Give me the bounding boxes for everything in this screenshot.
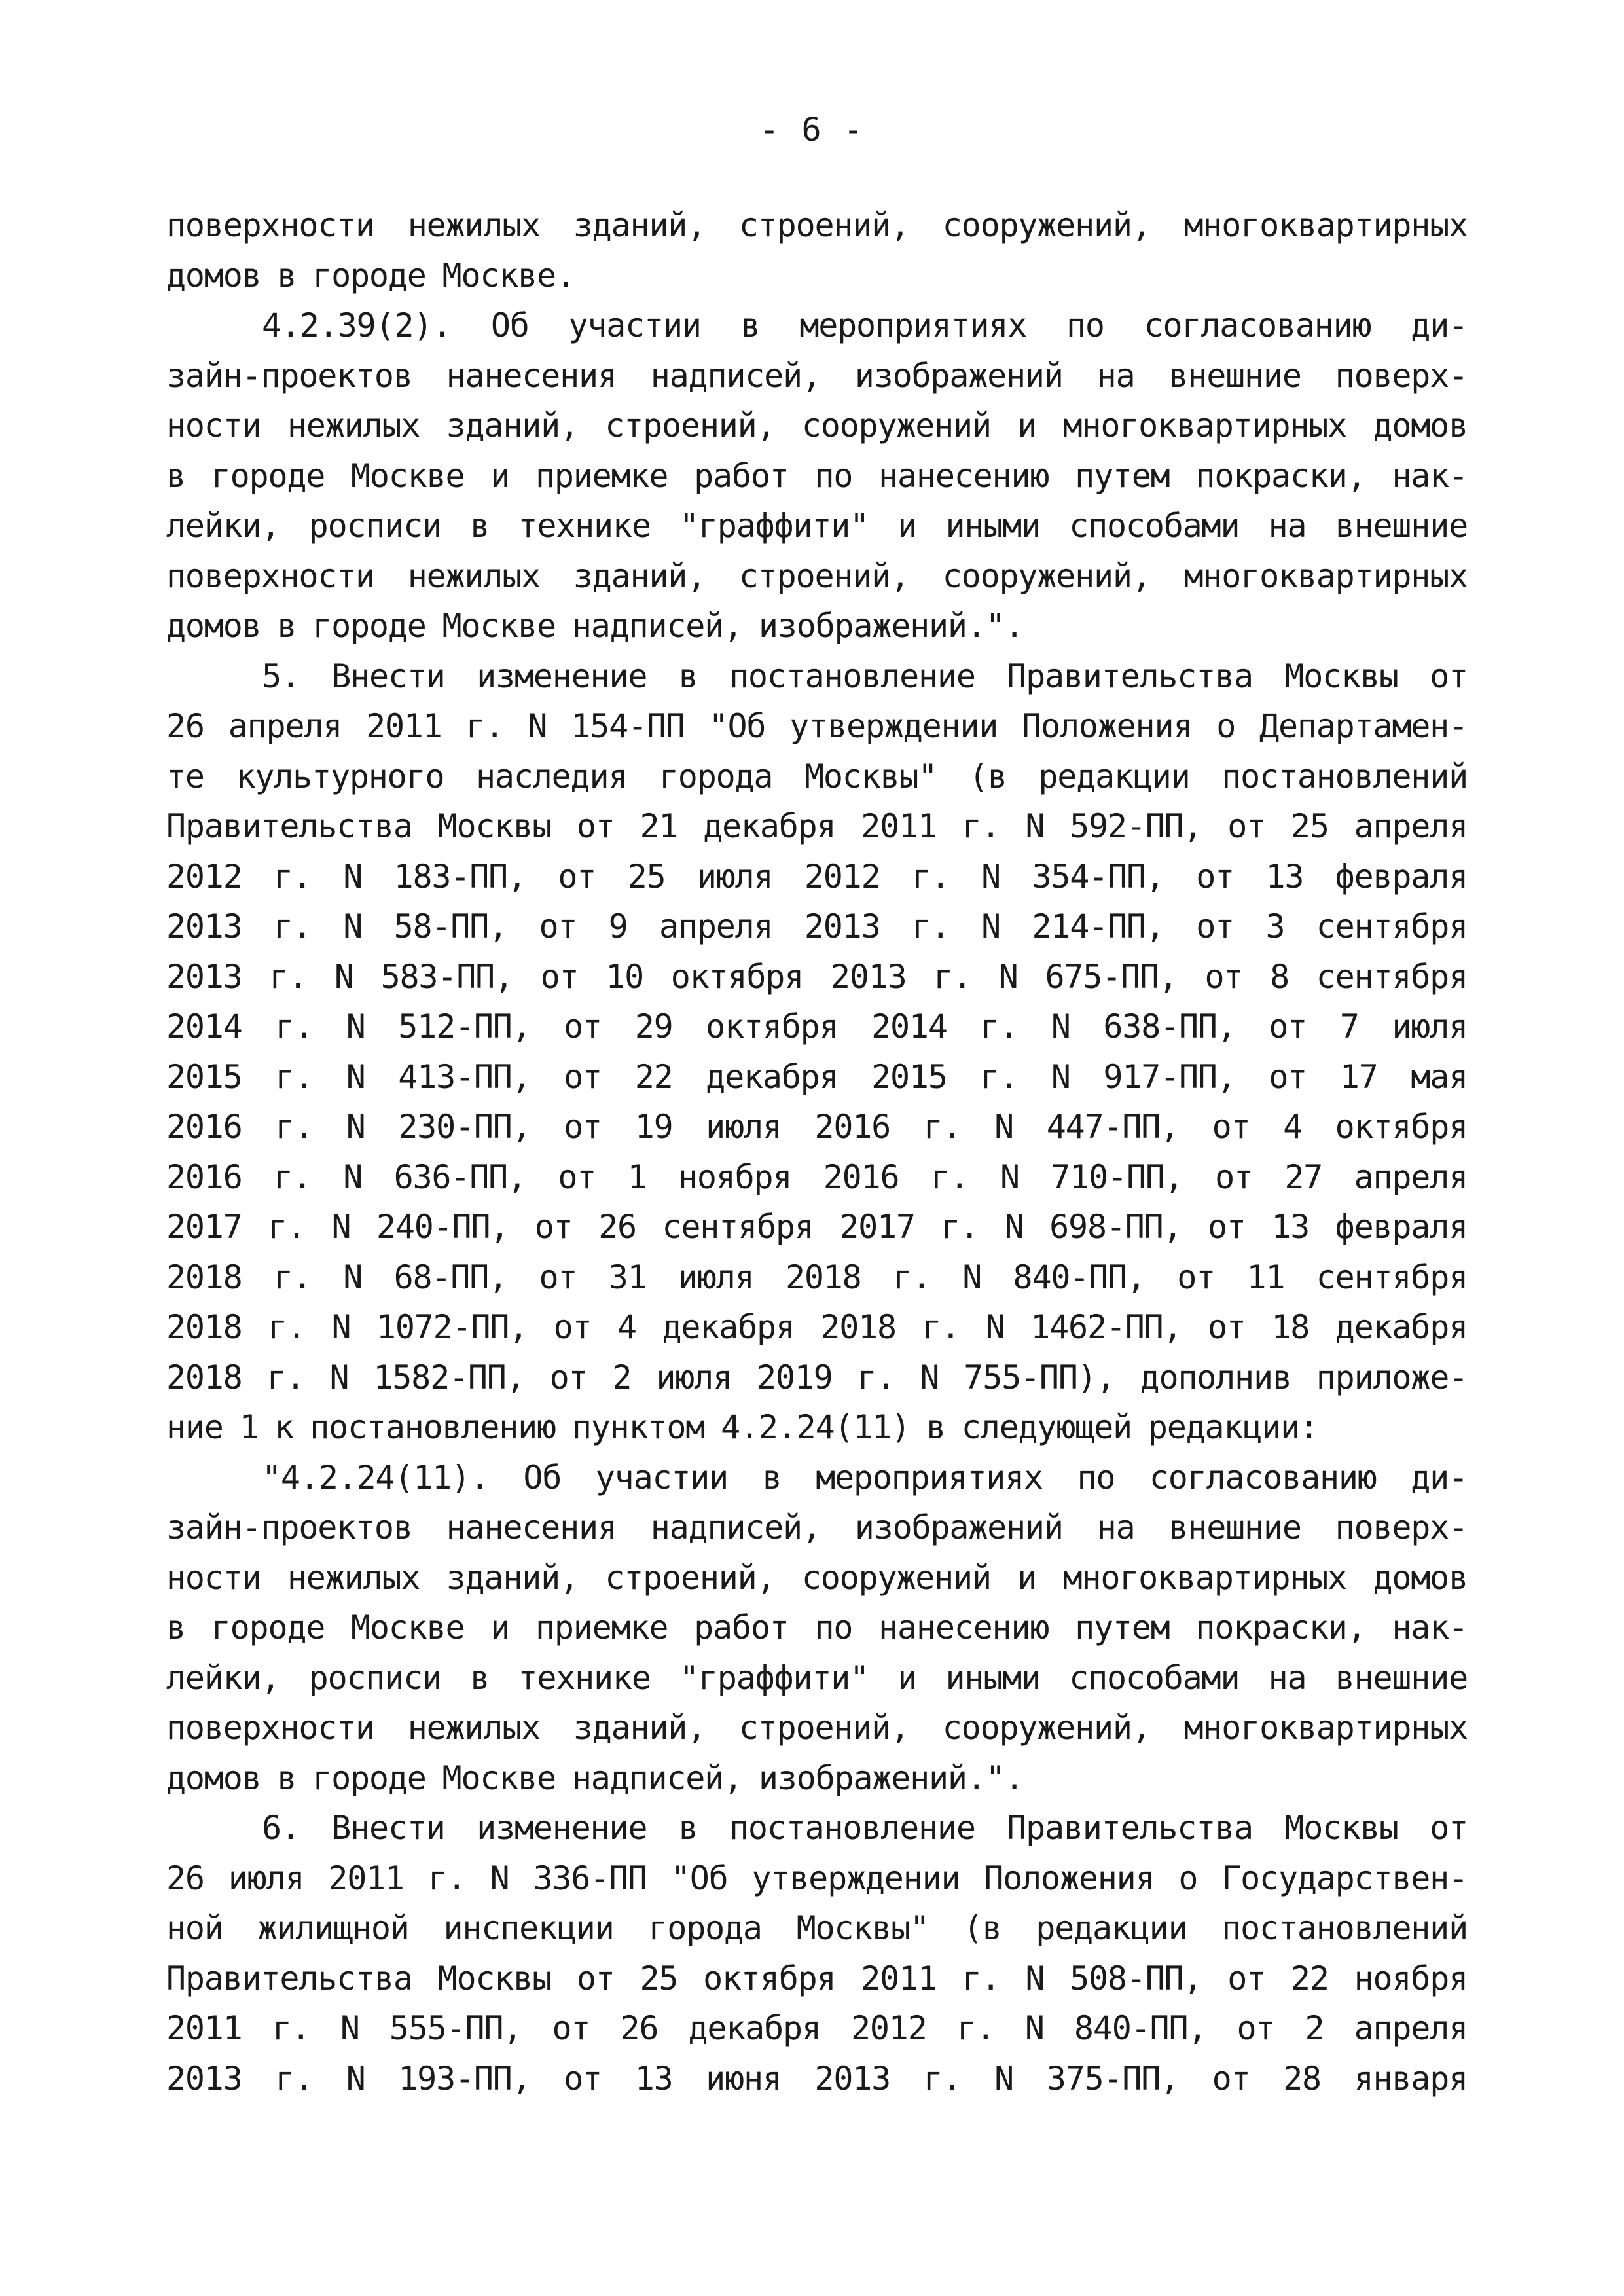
text-line: 2014 г. N 512-ПП, от 29 октября 2014 г. N 638-ПП, от 7 июля bbox=[166, 1008, 1468, 1046]
text-line: лейки, росписи в технике "граффити" и иными способами на внешние bbox=[166, 1658, 1468, 1697]
text-line: 2016 г. N 636-ПП, от 1 ноября 2016 г. N 710-ПП, от 27 апреля bbox=[166, 1157, 1468, 1196]
text-line: 2013 г. N 583-ПП, от 10 октября 2013 г. N 675-ПП, от 8 сентября bbox=[166, 957, 1468, 996]
text-line: 2012 г. N 183-ПП, от 25 июля 2012 г. N 354-ПП, от 13 февраля bbox=[166, 857, 1468, 896]
text-line: Правительства Москвы от 21 декабря 2011 г. N 592-ПП, от 25 апреля bbox=[166, 807, 1468, 845]
text-line: 2015 г. N 413-ПП, от 22 декабря 2015 г. N 917-ПП, от 17 мая bbox=[166, 1057, 1468, 1096]
text-line: 2013 г. N 58-ПП, от 9 апреля 2013 г. N 214-ПП, от 3 сентября bbox=[166, 907, 1468, 945]
text-line: ности нежилых зданий, строений, сооружений и многоквартирных домов bbox=[166, 1558, 1468, 1597]
text-line: 2018 г. N 1072-ПП, от 4 декабря 2018 г. N 1462-ПП, от 18 декабря bbox=[166, 1308, 1468, 1346]
text-line: 2016 г. N 230-ПП, от 19 июля 2016 г. N 447-ПП, от 4 октября bbox=[166, 1108, 1468, 1146]
text-line: 2013 г. N 193-ПП, от 13 июня 2013 г. N 375-ПП, от 28 января bbox=[166, 2059, 1468, 2098]
text-line: поверхности нежилых зданий, строений, сооружений, многоквартирных bbox=[166, 556, 1468, 595]
document-body bbox=[166, 200, 1468, 2104]
text-line: 26 апреля 2011 г. N 154-ПП "Об утверждении Положения о Департамен- bbox=[166, 707, 1468, 745]
page-number: - 6 - bbox=[759, 111, 865, 149]
text-line: ной жилищной инспекции города Москвы" (в редакции постановлений bbox=[166, 1909, 1468, 1947]
text-line: 2011 г. N 555-ПП, от 26 декабря 2012 г. N 840-ПП, от 2 апреля bbox=[166, 2009, 1468, 2047]
text-line: 2017 г. N 240-ПП, от 26 сентября 2017 г. N 698-ПП, от 13 февраля bbox=[166, 1208, 1468, 1246]
paragraph-start-line: 5. Внести изменение в постановление Правительства Москвы от bbox=[262, 657, 1468, 695]
text-line: домов в городе Москве надписей, изображений.". bbox=[166, 607, 1024, 645]
text-line: Правительства Москвы от 25 октября 2011 г. N 508-ПП, от 22 ноября bbox=[166, 1959, 1468, 1997]
text-line: зайн-проектов нанесения надписей, изображений на внешние поверх- bbox=[166, 1508, 1468, 1546]
text-line: домов в городе Москве надписей, изображений.". bbox=[166, 1758, 1024, 1797]
text-line: зайн-проектов нанесения надписей, изображений на внешние поверх- bbox=[166, 356, 1468, 395]
text-line: 26 июля 2011 г. N 336-ПП "Об утверждении Положения о Государствен- bbox=[166, 1859, 1468, 1897]
text-line: 2018 г. N 1582-ПП, от 2 июля 2019 г. N 755-ПП), дополнив приложе- bbox=[166, 1358, 1468, 1396]
text-line: в городе Москве и приемке работ по нанесению путем покраски, нак- bbox=[166, 456, 1468, 495]
text-line: те культурного наследия города Москвы" (в редакции постановлений bbox=[166, 757, 1468, 795]
text-line: домов в городе Москве. bbox=[166, 256, 575, 295]
paragraph-start-line: "4.2.24(11). Об участии в мероприятиях по согласованию ди- bbox=[262, 1458, 1468, 1497]
text-line: лейки, росписи в технике "граффити" и иными способами на внешние bbox=[166, 507, 1468, 545]
text-line: ности нежилых зданий, строений, сооружений и многоквартирных домов bbox=[166, 407, 1468, 445]
paragraph-start-line: 6. Внести изменение в постановление Правительства Москвы от bbox=[262, 1809, 1468, 1847]
paragraph-start-line: 4.2.39(2). Об участии в мероприятиях по согласованию ди- bbox=[262, 306, 1468, 344]
text-line: ние 1 к постановлению пунктом 4.2.24(11) в следующей редакции: bbox=[166, 1408, 1318, 1446]
text-line: 2018 г. N 68-ПП, от 31 июля 2018 г. N 840-ПП, от 11 сентября bbox=[166, 1258, 1468, 1296]
text-line: в городе Москве и приемке работ по нанесению путем покраски, нак- bbox=[166, 1609, 1468, 1647]
text-line: поверхности нежилых зданий, строений, сооружений, многоквартирных bbox=[166, 1709, 1468, 1747]
text-line: поверхности нежилых зданий, строений, сооружений, многоквартирных bbox=[166, 206, 1468, 244]
